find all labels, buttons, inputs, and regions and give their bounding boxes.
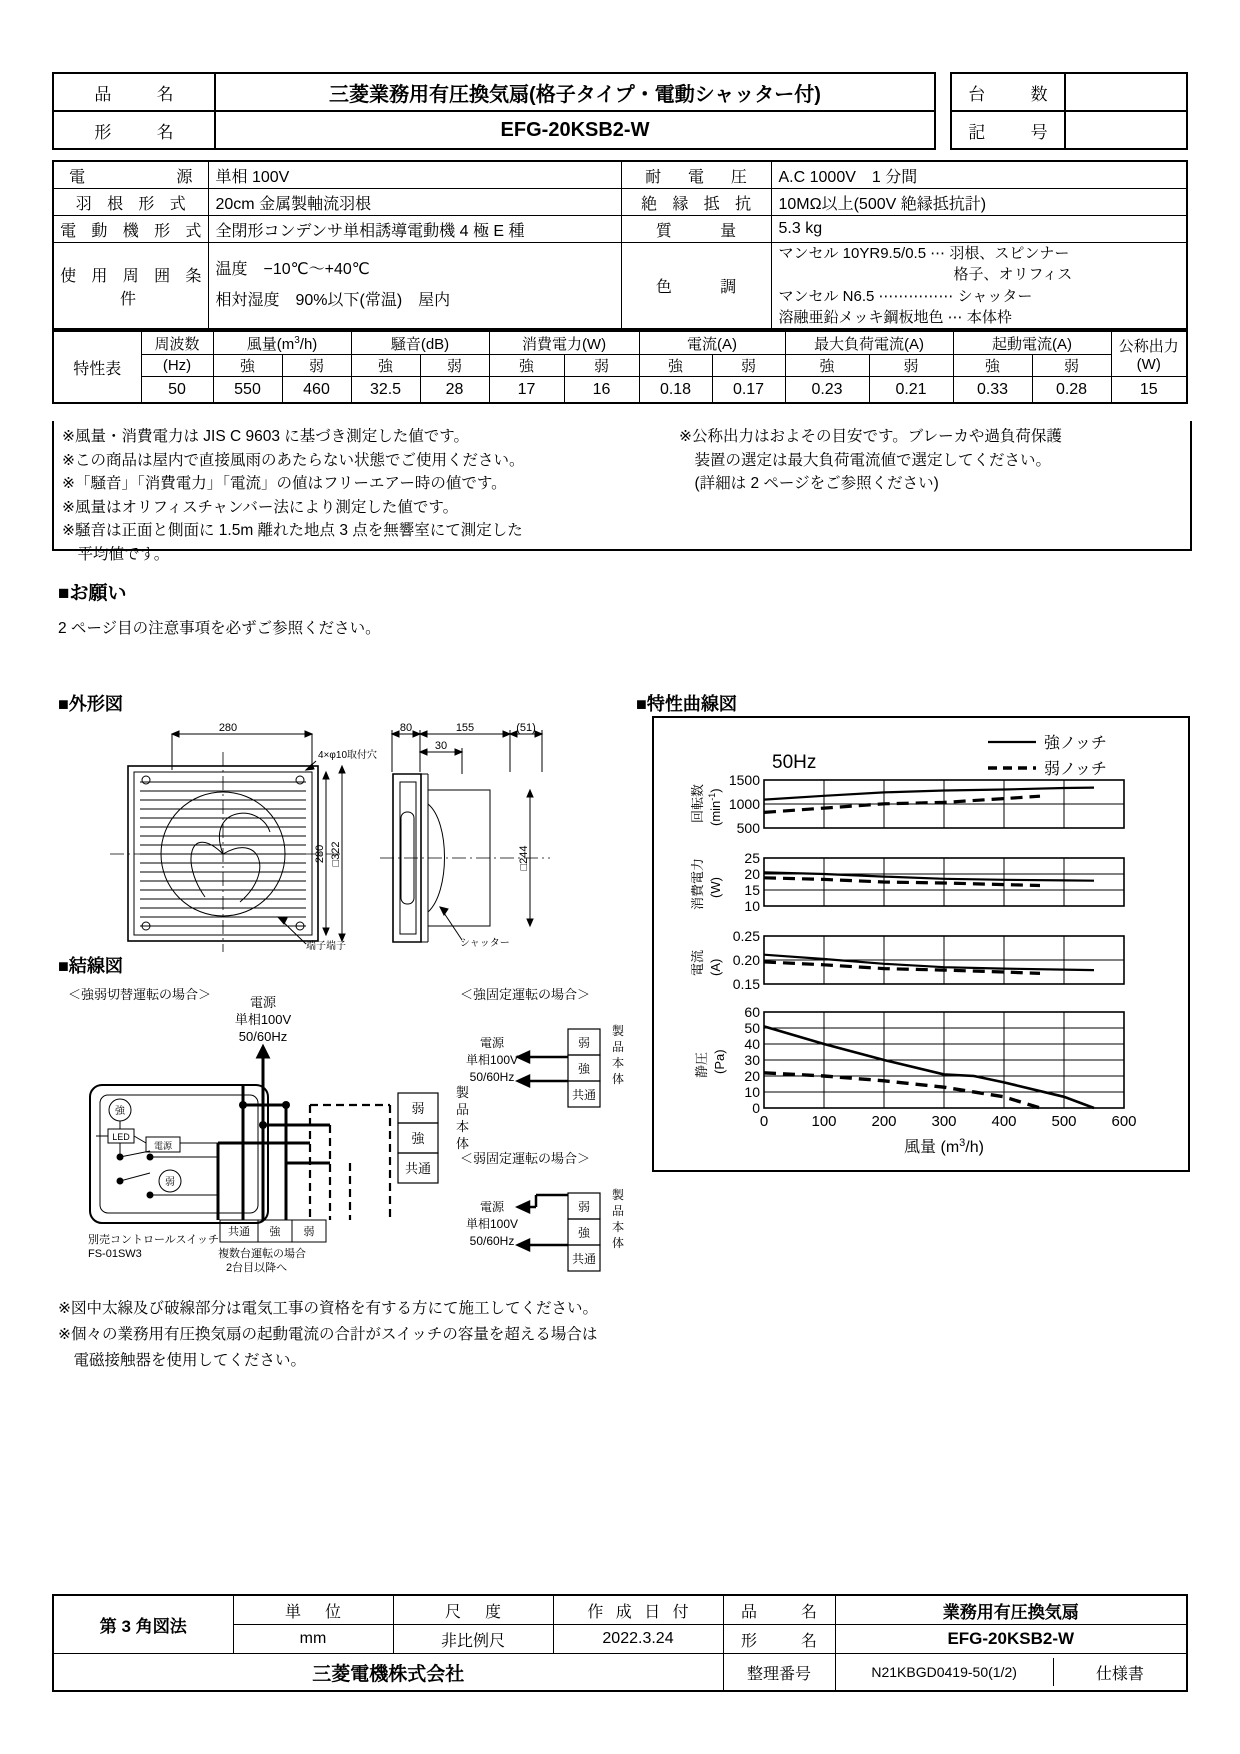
p3-ytick-025: 0.25 xyxy=(732,928,760,944)
p4-ytick-10: 10 xyxy=(744,1084,760,1100)
p4-ylabel: 静圧 xyxy=(694,1051,709,1078)
note-right-3: (詳細は 2 ページをご参照ください) xyxy=(679,475,939,493)
p4-ytick-50: 50 xyxy=(744,1020,760,1036)
fixed2-term-common: 共通 xyxy=(571,1252,597,1266)
footer-model-value: EFG-20KSB2-W xyxy=(835,1625,1187,1654)
wiring-note-3: 電磁接触器を使用してください。 xyxy=(58,1352,307,1370)
wiring-case3-title: ＜弱固定運転の場合＞ xyxy=(460,1151,591,1166)
body-terminal-weak: 弱 xyxy=(411,1101,425,1116)
fixed2-body-label: 製品本体 xyxy=(612,1188,625,1250)
spec-key-ambient: 使 用 周 囲 条 件 xyxy=(53,243,208,330)
footer-model-label: 形 名 xyxy=(723,1625,835,1654)
chart-legend xyxy=(988,734,1107,778)
sub-power-weak: 弱 xyxy=(564,355,639,377)
val-power-strong: 17 xyxy=(489,377,564,404)
fixed1-body-label: 製品本体 xyxy=(612,1024,625,1086)
char-output-label xyxy=(1111,331,1187,377)
sub-airflow-strong: 強 xyxy=(213,355,282,377)
body-label-vertical: 製品本体 xyxy=(456,1085,470,1151)
p4-ytick-0: 0 xyxy=(752,1100,760,1116)
note-right-2: 装置の選定は最大負荷電流値で選定してください。 xyxy=(679,451,1052,469)
note-left-2: ※この商品は屋内で直接風雨のあたらない状態でご使用ください。 xyxy=(62,451,525,469)
ambient-line-2: 相対湿度 90%以下(常温) 屋内 xyxy=(215,291,451,309)
symbol-label: 記 号 xyxy=(951,111,1065,149)
model-name-value: EFG-20KSB2-W xyxy=(215,111,935,149)
wiring-note-2: ※個々の業務用有圧換気扇の起動電流の合計がスイッチの容量を超える場合は xyxy=(58,1326,598,1344)
p3-ytick-015: 0.15 xyxy=(732,976,760,992)
xtick-100: 100 xyxy=(811,1113,837,1130)
sub-power-strong: 強 xyxy=(489,355,564,377)
dim-30: 30 xyxy=(434,740,448,752)
model-name-label: 形 名 xyxy=(53,111,215,149)
fixed1-term-strong: 強 xyxy=(577,1062,591,1076)
wiring-case2-title: ＜強固定運転の場合＞ xyxy=(460,987,591,1002)
footer-docno-value: N21KBGD0419-50(1/2) xyxy=(836,1658,1054,1686)
footer-unit-label: 単 位 xyxy=(233,1595,393,1625)
char-group-noise: 騒音(dB) xyxy=(351,331,489,355)
header-block xyxy=(52,72,1188,150)
note-left-4: ※風量はオリフィスチャンバー法により測定した値です。 xyxy=(62,498,459,516)
qty-label: 台 数 xyxy=(951,73,1065,111)
legend-strong-label: 強ノッチ xyxy=(1044,735,1107,752)
footer-projection: 第 3 角図法 xyxy=(53,1595,233,1654)
val-maxload-weak: 0.21 xyxy=(869,377,953,404)
p4-ytick-20: 20 xyxy=(744,1068,760,1084)
sub-startup-strong: 強 xyxy=(953,355,1032,377)
switch-name-2: FS-01SW3 xyxy=(88,1248,142,1260)
val-noise-weak: 28 xyxy=(420,377,489,404)
curve-chart-svg xyxy=(654,718,1184,1166)
wiring-notes xyxy=(58,1296,598,1374)
wiring-fixed-modes xyxy=(460,985,650,1285)
note-left-5: ※騒音は正面と側面に 1.5m 離れた地点 3 点を無響室にて測定した xyxy=(62,522,523,540)
section-curve-heading: ■特性曲線図 xyxy=(636,694,737,714)
fixed2-term-strong: 強 xyxy=(577,1226,591,1240)
p4-series-strong xyxy=(764,1026,1094,1108)
spec-val-withstand-voltage: A.C 1000V 1 分間 xyxy=(771,161,1187,189)
spec-key-insulation: 絶 縁 抵 抗 xyxy=(621,189,771,216)
p4-ytick-60: 60 xyxy=(744,1004,760,1020)
body-terminal-common: 共通 xyxy=(404,1161,432,1176)
spec-val-color xyxy=(771,243,1187,330)
wiring-fixed-modes-svg xyxy=(460,985,650,1285)
sub-maxload-strong: 強 xyxy=(785,355,869,377)
p2-ylabel: 消費電力 xyxy=(690,857,705,910)
p3-series-strong xyxy=(764,955,1094,970)
notes-left-column xyxy=(62,425,662,566)
char-group-current: 電流(A) xyxy=(639,331,785,355)
xtick-200: 200 xyxy=(871,1113,897,1130)
legend-weak-label: 弱ノッチ xyxy=(1044,761,1107,778)
footer-product-label: 品 名 xyxy=(723,1595,835,1625)
char-group-startup: 起動電流(A) xyxy=(953,331,1111,355)
section-wiring-heading: ■結線図 xyxy=(58,956,123,976)
dim-280-top: 280 xyxy=(218,722,238,734)
spec-key-blade-type: 羽 根 形 式 xyxy=(53,189,208,216)
spec-table xyxy=(52,160,1188,330)
request-body: 2 ページ目の注意事項を必ずご参照ください。 xyxy=(58,620,381,637)
wiring-power-1: 電源 xyxy=(249,995,277,1010)
fixed2-term-weak: 弱 xyxy=(577,1200,591,1214)
terminal-label: 端子端子 xyxy=(306,941,346,952)
footer-date-value: 2022.3.24 xyxy=(553,1625,723,1654)
header-spacer-2 xyxy=(935,111,951,149)
val-nominal-output: 15 xyxy=(1111,377,1187,404)
char-freq-unit: (Hz) xyxy=(141,355,213,377)
sub-noise-weak: 弱 xyxy=(420,355,489,377)
terminal-strong: 強 xyxy=(269,1226,281,1238)
val-startup-weak: 0.28 xyxy=(1032,377,1111,404)
multi-note-1: 複数台運転の場合 xyxy=(218,1248,306,1260)
switch-led-label: LED xyxy=(112,1132,130,1142)
fixed2-power-3: 50/60Hz xyxy=(469,1234,515,1248)
mount-holes-label: 4×φ10取付穴 xyxy=(318,750,378,761)
sub-maxload-weak: 弱 xyxy=(869,355,953,377)
product-name-value: 三菱業務用有圧換気扇(格子タイプ・電動シャッター付) xyxy=(215,73,935,111)
val-current-weak: 0.17 xyxy=(712,377,785,404)
p1-ylabel: 回転数 xyxy=(690,783,705,823)
char-group-power: 消費電力(W) xyxy=(489,331,639,355)
section-outline-heading: ■外形図 xyxy=(58,694,123,714)
airflow-label-sup: 3 xyxy=(294,334,300,346)
terminal-weak: 弱 xyxy=(303,1226,315,1238)
char-freq-label: 周波数 xyxy=(141,331,213,355)
footer-doctype: 仕様書 xyxy=(1095,1665,1144,1683)
terminal-common: 共通 xyxy=(228,1226,250,1238)
footer-docno-label: 整理番号 xyxy=(723,1654,835,1692)
wiring-power-3: 50/60Hz xyxy=(238,1029,288,1044)
airflow-label-tail: /h) xyxy=(299,335,318,353)
output-label-1: 公称出力 xyxy=(1118,338,1179,355)
val-startup-strong: 0.33 xyxy=(953,377,1032,404)
fixed1-term-common: 共通 xyxy=(571,1088,597,1102)
qty-value xyxy=(1065,73,1187,111)
switch-strong-label: 強 xyxy=(115,1106,125,1117)
footer-unit-value: mm xyxy=(233,1625,393,1654)
char-row-label: 特性表 xyxy=(53,331,141,403)
spec-key-motor-type: 電 動 機 形 式 xyxy=(53,216,208,243)
fixed1-power-3: 50/60Hz xyxy=(469,1070,515,1084)
color-line-2: 格子、オリフィス xyxy=(953,266,1073,284)
val-current-strong: 0.18 xyxy=(639,377,712,404)
note-left-3: ※「騒音」「消費電力」「電流」の値はフリーエアー時の値です。 xyxy=(62,475,507,493)
char-group-airflow xyxy=(213,331,351,355)
xtick-400: 400 xyxy=(991,1113,1017,1130)
request-heading: ■お願い xyxy=(58,583,127,604)
dim-155: 155 xyxy=(455,722,475,734)
footer-scale-label: 尺 度 xyxy=(393,1595,553,1625)
switch-name-1: 別売コントロールスイッチ xyxy=(88,1234,220,1246)
footer-company: 三菱電機株式会社 xyxy=(53,1654,723,1692)
color-line-3: マンセル N6.5 ⋯⋯⋯⋯⋯ シャッター xyxy=(778,287,1033,305)
xtick-500: 500 xyxy=(1051,1113,1077,1130)
note-left-6: 平均値です。 xyxy=(62,545,170,563)
spec-key-withstand-voltage: 耐 電 圧 xyxy=(621,161,771,189)
char-group-maxload: 最大負荷電流(A) xyxy=(785,331,953,355)
p1-series-strong xyxy=(764,788,1094,800)
p2-ytick-15: 15 xyxy=(744,882,760,898)
color-line-4: 溶融亜鉛メッキ鋼板地色 ⋯ 本体枠 xyxy=(778,308,1012,326)
spec-val-insulation: 10MΩ以上(500V 絶縁抵抗計) xyxy=(771,189,1187,216)
val-power-weak: 16 xyxy=(564,377,639,404)
spec-val-power: 単相 100V xyxy=(208,161,621,189)
dim-244: □244 xyxy=(518,845,530,871)
shutter-label: シャッター xyxy=(460,938,510,949)
multi-note-2: 2台目以降へ xyxy=(226,1262,288,1274)
symbol-value xyxy=(1065,111,1187,149)
spec-key-power: 電 源 xyxy=(53,161,208,189)
val-airflow-weak: 460 xyxy=(282,377,351,404)
footer-product-value: 業務用有圧換気扇 xyxy=(835,1595,1187,1625)
dim-51: (51) xyxy=(516,722,536,734)
fixed1-power-1: 電源 xyxy=(479,1036,505,1050)
xtick-300: 300 xyxy=(931,1113,957,1130)
sub-airflow-weak: 弱 xyxy=(282,355,351,377)
output-label-2: (W) xyxy=(1136,356,1161,373)
p4-ytick-40: 40 xyxy=(744,1036,760,1052)
footer-block xyxy=(52,1594,1188,1692)
ambient-line-1: 温度 −10℃〜+40℃ xyxy=(215,261,370,279)
p2-yunit: (W) xyxy=(708,877,723,898)
dim-80: 80 xyxy=(399,722,413,734)
p3-ytick-020: 0.20 xyxy=(732,952,760,968)
wiring-case1-title: ＜強弱切替運転の場合＞ xyxy=(68,987,212,1002)
chart-annotation-50hz: 50Hz xyxy=(772,752,817,773)
spec-val-weight: 5.3 kg xyxy=(771,216,1187,243)
sub-noise-strong: 強 xyxy=(351,355,420,377)
p4-ytick-30: 30 xyxy=(744,1052,760,1068)
notes-block xyxy=(52,421,1192,563)
p3-ylabel: 電流 xyxy=(690,949,705,976)
product-name-label: 品 名 xyxy=(53,73,215,111)
p2-ytick-20: 20 xyxy=(744,866,760,882)
spec-val-ambient xyxy=(208,243,621,330)
p4-yunit: (Pa) xyxy=(712,1049,727,1074)
spec-val-blade-type: 20cm 金属製軸流羽根 xyxy=(208,189,621,216)
p3-yunit: (A) xyxy=(708,958,723,976)
notes-right-column xyxy=(679,425,1179,496)
xtick-0: 0 xyxy=(759,1113,769,1130)
footer-date-label: 作 成 日 付 xyxy=(553,1595,723,1625)
val-maxload-strong: 0.23 xyxy=(785,377,869,404)
curve-chart-box xyxy=(652,716,1190,1172)
p2-ytick-10: 10 xyxy=(744,898,760,914)
wiring-note-1: ※図中太線及び破線部分は電気工事の資格を有する方にて施工してください。 xyxy=(58,1300,598,1317)
p1-yunit: $(\min^{-1})$ xyxy=(707,788,723,826)
airflow-label-main: 風量(m xyxy=(246,335,295,353)
dim-280-side: 280 xyxy=(314,844,326,864)
note-left-1: ※風量・消費電力は JIS C 9603 に基づき測定した値です。 xyxy=(62,428,470,445)
fixed1-term-weak: 弱 xyxy=(577,1036,591,1050)
sub-current-weak: 弱 xyxy=(712,355,785,377)
p1-ytick-500: 500 xyxy=(736,820,760,836)
color-line-1: マンセル 10YR9.5/0.5 ⋯ 羽根、スピンナー xyxy=(778,245,1070,262)
body-terminal-strong: 強 xyxy=(411,1131,425,1146)
switch-power-label: 電源 xyxy=(153,1141,173,1151)
header-spacer xyxy=(935,73,951,111)
fixed2-power-2: 単相100V xyxy=(465,1217,519,1231)
spec-key-weight: 質 量 xyxy=(621,216,771,243)
note-right-1: ※公称出力はおよその目安です。ブレーカや過負荷保護 xyxy=(679,428,1062,445)
xtick-600: 600 xyxy=(1111,1113,1137,1130)
val-airflow-strong: 550 xyxy=(213,377,282,404)
p1-ytick-1500: 1500 xyxy=(728,772,760,788)
switch-weak-label: 弱 xyxy=(165,1177,175,1188)
wiring-power-2: 単相100V xyxy=(234,1012,292,1027)
p4-series-weak xyxy=(764,1073,1040,1108)
dim-322: □322 xyxy=(330,841,342,867)
outline-drawing-svg xyxy=(110,712,630,952)
footer-scale-value: 非比例尺 xyxy=(393,1625,553,1654)
sub-current-strong: 強 xyxy=(639,355,712,377)
sub-startup-weak: 弱 xyxy=(1032,355,1111,377)
p1-ytick-1000: 1000 xyxy=(728,796,760,812)
characteristics-table xyxy=(52,330,1188,404)
chart-xlabel: 風量 $(m^3/h)$ xyxy=(904,1137,984,1156)
val-noise-strong: 32.5 xyxy=(351,377,420,404)
fixed1-power-2: 単相100V xyxy=(465,1053,519,1067)
outline-drawing xyxy=(110,712,630,952)
spec-key-color: 色 調 xyxy=(621,243,771,330)
fixed2-power-1: 電源 xyxy=(479,1200,505,1214)
spec-val-motor-type: 全閉形コンデンサ単相誘導電動機 4 極 E 種 xyxy=(208,216,621,243)
val-frequency: 50 xyxy=(141,377,213,404)
p2-ytick-25: 25 xyxy=(744,850,760,866)
